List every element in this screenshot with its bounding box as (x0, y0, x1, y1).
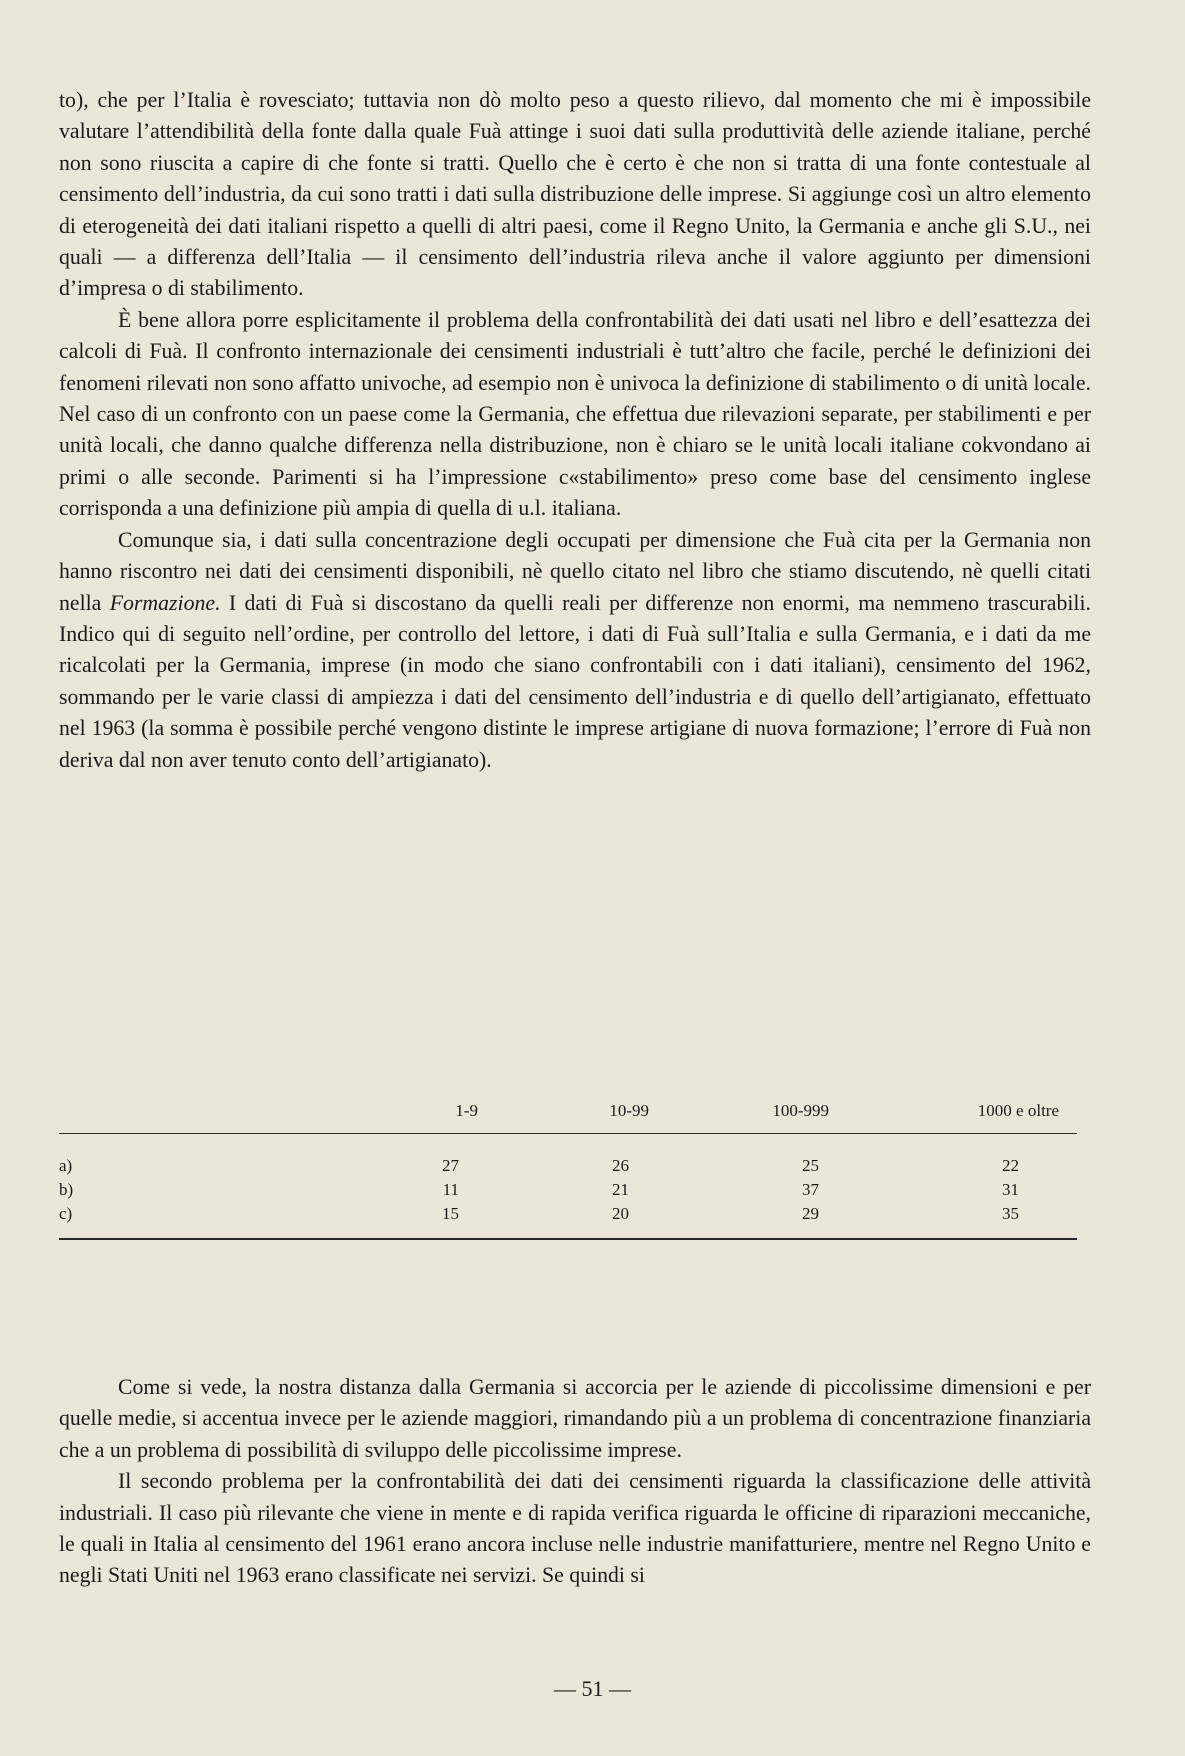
paragraph-1: to), che per l’Italia è rovesciato; tuttavia non dò molto peso a questo rilievo, dal momento che mi è impossibile valutare l’attendibilità della fonte dalla quale Fuà attinge i suoi dati sulla produttività delle aziende italiane, perché non sono riuscita a capire di che fonte si tratti. Quello che è certo è che non si tratta di una fonte contestuale al censimento dell’industria, da cui sono tratti i dati sulla distribuzione delle imprese. Si aggiunge così un altro elemento di eterogeneità dei dati italiani rispetto a quelli di altri paesi, come il Regno Unito, la Germania e anche gli S.U., nei quali — a differenza dell’Italia — il censimento dell’industria rileva anche il valore aggiunto per dimensioni d’impresa o di stabilimento. (59, 88, 1091, 301)
table-body (59, 1134, 1077, 1230)
column-header-100-999: 100-999 (772, 1101, 829, 1120)
table-cell: 29 (802, 1204, 819, 1223)
table-cell: 22 (1002, 1156, 1019, 1175)
table-row (59, 1204, 1077, 1228)
table-cell: 21 (612, 1180, 629, 1199)
table-cell: 15 (442, 1204, 459, 1223)
table-cell: 25 (802, 1156, 819, 1175)
paragraph-3 (59, 525, 1091, 776)
row-label: c) (59, 1204, 73, 1223)
row-label: a) (59, 1156, 73, 1175)
column-header-10-99: 10-99 (609, 1101, 649, 1120)
paragraph-5: Il secondo problema per la confrontabilità dei dati dei censimenti riguarda la classificazione delle attività industriali. Il caso più rilevante che viene in mente e di rapida verifica riguarda le officine di riparazioni meccaniche, le quali in Italia al censimento del 1961 erano ancora incluse nelle industrie manifatturiere, mentre nel Regno Unito e negli Stati Uniti nel 1963 erano classificate nei servizi. Se quindi si (59, 1469, 1091, 1588)
column-header-1000-e-oltre: 1000 e oltre (977, 1101, 1059, 1120)
book-title-formazione: Formazione. (109, 590, 221, 615)
paragraph-3-before: Comunque sia, i dati sulla concentrazione degli occupati per dimensione che Fuà cita per la Germania non hanno riscontro nei dati dei censimenti disponibili, nè quello citato nel libro che stiamo discutendo, nè quelli citati nella (59, 527, 1091, 615)
table-cell: 37 (802, 1180, 819, 1199)
table-cell: 27 (442, 1156, 459, 1175)
paragraph-3-after: I dati di Fuà si discostano da quelli reali per differenze non enormi, ma nemmeno trascurabili. Indico qui di seguito nell’ordine, per controllo del lettore, i dati di Fuà sull’Italia e sulla Germania, e i dati da me ricalcolati per la Germania, imprese (in modo che siano confrontabili con i dati italiani), censimento del 1962, sommando per le varie classi di ampiezza i dati del censimento dell’industria e di quello dell’artigianato, effettuato nel 1963 (la somma è possibile perché vengono distinte le imprese artigiane di nuova formazione; l’errore di Fuà non deriva dal non aver tenuto conto dell’artigianato). (59, 590, 1091, 772)
table-row (59, 1156, 1077, 1180)
page-number: — 51 — (554, 1676, 631, 1701)
table-header (59, 1097, 1077, 1133)
paragraph-4: Come si vede, la nostra distanza dalla Germania si accorcia per le aziende di piccolissime dimensioni e per quelle medie, si accentua invece per le aziende maggiori, rimandando più a un problema di concentrazione finanziaria che a un problema di possibilità di sviluppo delle piccolissime imprese. (59, 1375, 1091, 1462)
table-bottom-rule (59, 1238, 1077, 1240)
table-cell: 26 (612, 1156, 629, 1175)
column-header-1-9: 1-9 (455, 1101, 478, 1120)
body-text-top (59, 85, 1091, 776)
body-text-bottom (59, 1372, 1091, 1592)
table-cell: 11 (442, 1180, 459, 1199)
row-label: b) (59, 1180, 74, 1199)
table-cell: 20 (612, 1204, 629, 1223)
table-cell: 31 (1002, 1180, 1019, 1199)
paragraph-2: È bene allora porre esplicitamente il problema della confrontabilità dei dati usati nel libro e dell’esattezza dei calcoli di Fuà. Il confronto internazionale dei censimenti industriali è tutt’altro che facile, perché le definizioni dei fenomeni rilevati non sono affatto univoche, ad esempio non è univoca la definizione di stabilimento o di unità locale. Nel caso di un confronto con un paese come la Germania, che effettua due rilevazioni separate, per stabilimenti e per unità locali, che danno qualche differenza nella distribuzione, non è chiaro se le unità locali italiane cokvondano ai primi o alle seconde. Parimenti si ha l’impressione c«stabilimento» preso come base del censimento inglese corrisponda a una definizione più ampia di quella di u.l. italiana. (59, 307, 1091, 521)
table-row (59, 1180, 1077, 1204)
data-table (59, 1097, 1077, 1240)
table-cell: 35 (1002, 1204, 1019, 1223)
